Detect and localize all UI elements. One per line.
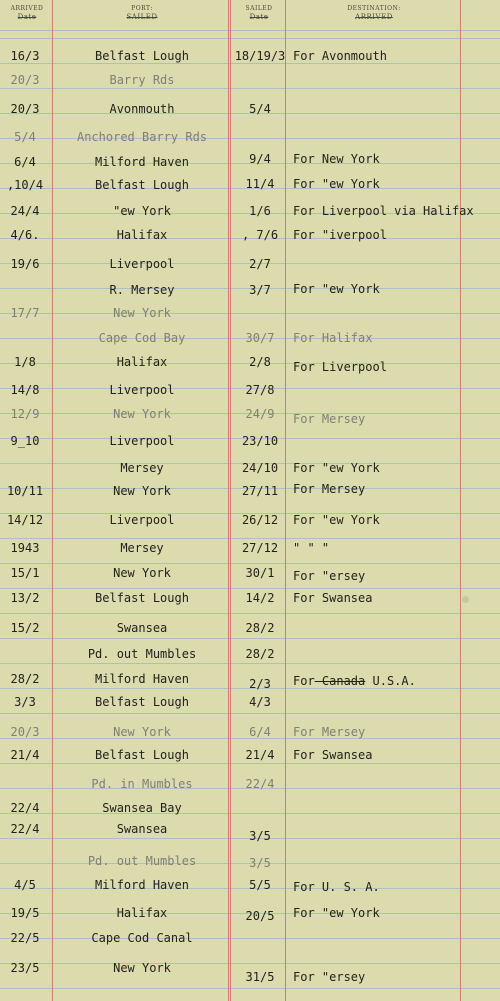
- arrived-date: 13/2: [10, 591, 40, 605]
- port-name: Mersey: [120, 461, 164, 475]
- arrived-date: 24/4: [10, 204, 40, 218]
- port-name: Liverpool: [109, 434, 175, 448]
- port-name: Halifax: [116, 906, 168, 920]
- arrived-date: 1943: [10, 541, 40, 555]
- arrived-date: 6/4: [14, 155, 36, 169]
- destination-text: For Mersey: [293, 482, 366, 496]
- arrived-date: 21/4: [10, 748, 40, 762]
- destination-text: For "ew York: [293, 177, 380, 191]
- destination-text: For Mersey: [293, 725, 366, 739]
- arrived-date: 22/5: [10, 931, 40, 945]
- destination-text: For Mersey: [293, 412, 366, 426]
- port-name: New York: [113, 306, 171, 320]
- port-name: Liverpool: [109, 513, 175, 527]
- sailed-date: 2/7: [249, 257, 271, 271]
- port-name: Cape Cod Canal: [91, 931, 193, 945]
- struck-destination: Canada: [314, 674, 366, 688]
- destination: [293, 412, 498, 426]
- arrived-date: 28/2: [10, 672, 40, 686]
- column-header-row: [0, 0, 500, 31]
- sailed-date: 31/5: [245, 970, 275, 984]
- arrived-date: ,10/4: [6, 178, 44, 192]
- arrived-date: 19/6: [10, 257, 40, 271]
- column-rule-2: [228, 0, 231, 1001]
- sailed-date: 22/4: [245, 777, 275, 791]
- port-name: Anchored Barry Rds: [76, 130, 208, 144]
- destination: [293, 513, 498, 527]
- destination: [293, 674, 498, 688]
- destination-text: For Halifax: [293, 331, 373, 345]
- destination-text: For "ew York: [293, 906, 380, 920]
- sailed-date: 24/9: [245, 407, 275, 421]
- port-name: "ew York: [113, 204, 171, 218]
- arrived-date: 9_10: [10, 434, 40, 448]
- port-name: Swansea Bay: [102, 801, 182, 815]
- port-name: Milford Haven: [95, 878, 189, 892]
- arrived-date: 17/7: [10, 306, 40, 320]
- port-name: Swansea: [116, 621, 168, 635]
- sailed-date: 30/7: [245, 331, 275, 345]
- sailed-date: 23/10: [241, 434, 279, 448]
- sailed-date: 11/4: [245, 177, 275, 191]
- header-arrived: ARRIVED Date: [10, 5, 44, 21]
- header-port: PORT: SAILED: [126, 5, 158, 21]
- arrived-date: 3/3: [14, 695, 36, 709]
- destination-text: For "iverpool: [293, 228, 387, 242]
- destination: [293, 49, 498, 63]
- port-name: Belfast Lough: [95, 49, 189, 63]
- port-name: New York: [113, 484, 171, 498]
- arrived-date: 20/3: [10, 73, 40, 87]
- destination: [293, 906, 498, 920]
- arrived-date: 4/6.: [10, 228, 40, 242]
- destination: [293, 282, 498, 296]
- destination-correction: U.S.A.: [365, 674, 416, 688]
- port-name: Liverpool: [109, 383, 175, 397]
- arrived-date: 15/1: [10, 566, 40, 580]
- sailed-date: 9/4: [249, 152, 271, 166]
- destination: [293, 204, 498, 218]
- port-name: Pd. out Mumbles: [87, 647, 197, 661]
- column-rule-3: [285, 0, 286, 1001]
- arrived-date: 15/2: [10, 621, 40, 635]
- destination-text: For "ew York: [293, 461, 380, 475]
- arrived-date: 1/8: [14, 355, 36, 369]
- destination-text: " " ": [293, 541, 330, 555]
- port-name: New York: [113, 725, 171, 739]
- port-name: Pd. out Mumbles: [87, 854, 197, 868]
- header-destination: DESTINATION: ARRIVED: [347, 5, 401, 21]
- arrived-date: 4/5: [14, 878, 36, 892]
- port-name: Liverpool: [109, 257, 175, 271]
- destination: [293, 591, 498, 605]
- sailed-date: 3/7: [249, 283, 271, 297]
- sailed-date: 4/3: [249, 695, 271, 709]
- destination-text: For "ersey: [293, 569, 366, 583]
- arrived-date: 19/5: [10, 906, 40, 920]
- destination-text: For Liverpool via Halifax: [293, 204, 474, 218]
- destination-text: For Liverpool: [293, 360, 387, 374]
- sailed-date: 14/2: [245, 591, 275, 605]
- sailed-date: 27/12: [241, 541, 279, 555]
- destination-text: For Swansea: [293, 591, 373, 605]
- sailed-date: 28/2: [245, 647, 275, 661]
- destination: [293, 360, 498, 374]
- sailed-date: 5/5: [249, 878, 271, 892]
- destination-text: For "ew York: [293, 282, 380, 296]
- sailed-date: 2/8: [249, 355, 271, 369]
- port-name: Belfast Lough: [95, 591, 189, 605]
- arrived-date: 14/8: [10, 383, 40, 397]
- port-name: New York: [113, 407, 171, 421]
- destination-text: For U. S. A.: [293, 880, 380, 894]
- arrived-date: 20/3: [10, 725, 40, 739]
- column-rule-1: [52, 0, 53, 1001]
- destination: [293, 725, 498, 739]
- destination-text: For: [293, 674, 315, 688]
- arrived-date: 5/4: [14, 130, 36, 144]
- destination-text: For Swansea: [293, 748, 373, 762]
- arrived-date: 22/4: [10, 801, 40, 815]
- port-name: Milford Haven: [95, 155, 189, 169]
- port-name: Barry Rds: [109, 73, 175, 87]
- port-name: Mersey: [120, 541, 164, 555]
- arrived-date: 23/5: [10, 961, 40, 975]
- destination: [293, 228, 498, 242]
- sailed-date: 3/5: [249, 829, 271, 843]
- arrived-date: 12/9: [10, 407, 40, 421]
- arrived-date: 14/12: [6, 513, 44, 527]
- port-name: R. Mersey: [109, 283, 175, 297]
- destination: [293, 331, 498, 345]
- column-rule-4: [460, 0, 461, 1001]
- port-name: New York: [113, 566, 171, 580]
- sailed-date: 24/10: [241, 461, 279, 475]
- destination: [293, 461, 498, 475]
- destination-text: For "ersey: [293, 970, 366, 984]
- arrived-date: 22/4: [10, 822, 40, 836]
- sailed-date: 21/4: [245, 748, 275, 762]
- destination: [293, 970, 498, 984]
- arrived-date: 20/3: [10, 102, 40, 116]
- port-name: Halifax: [116, 355, 168, 369]
- arrived-date: 16/3: [10, 49, 40, 63]
- sailed-date: 18/19/3: [234, 49, 286, 63]
- sailed-date: 2/3: [249, 677, 271, 691]
- destination: [293, 748, 498, 762]
- sailed-date: , 7/6: [241, 228, 279, 242]
- sailed-date: 27/11: [241, 484, 279, 498]
- destination: [293, 177, 498, 191]
- sailed-date: 26/12: [241, 513, 279, 527]
- destination-text: For Avonmouth: [293, 49, 387, 63]
- destination: [293, 482, 498, 496]
- port-name: Pd. in Mumbles: [91, 777, 193, 791]
- port-name: Belfast Lough: [95, 695, 189, 709]
- port-name: New York: [113, 961, 171, 975]
- destination: [293, 880, 498, 894]
- header-sailed: SAILED Date: [245, 5, 273, 21]
- sailed-date: 5/4: [249, 102, 271, 116]
- sailed-date: 1/6: [249, 204, 271, 218]
- sailed-date: 20/5: [245, 909, 275, 923]
- port-name: Cape Cod Bay: [98, 331, 186, 345]
- destination: [293, 541, 498, 555]
- sailed-date: 28/2: [245, 621, 275, 635]
- destination: [293, 152, 498, 166]
- sailed-date: 6/4: [249, 725, 271, 739]
- sailed-date: 30/1: [245, 566, 275, 580]
- destination-text: For "ew York: [293, 513, 380, 527]
- sailed-date: 3/5: [249, 856, 271, 870]
- destination: [293, 569, 498, 583]
- port-name: Swansea: [116, 822, 168, 836]
- port-name: Belfast Lough: [95, 748, 189, 762]
- port-name: Avonmouth: [109, 102, 175, 116]
- sailed-date: 27/8: [245, 383, 275, 397]
- port-name: Milford Haven: [95, 672, 189, 686]
- destination-text: For New York: [293, 152, 380, 166]
- port-name: Belfast Lough: [95, 178, 189, 192]
- port-name: Halifax: [116, 228, 168, 242]
- arrived-date: 10/11: [6, 484, 44, 498]
